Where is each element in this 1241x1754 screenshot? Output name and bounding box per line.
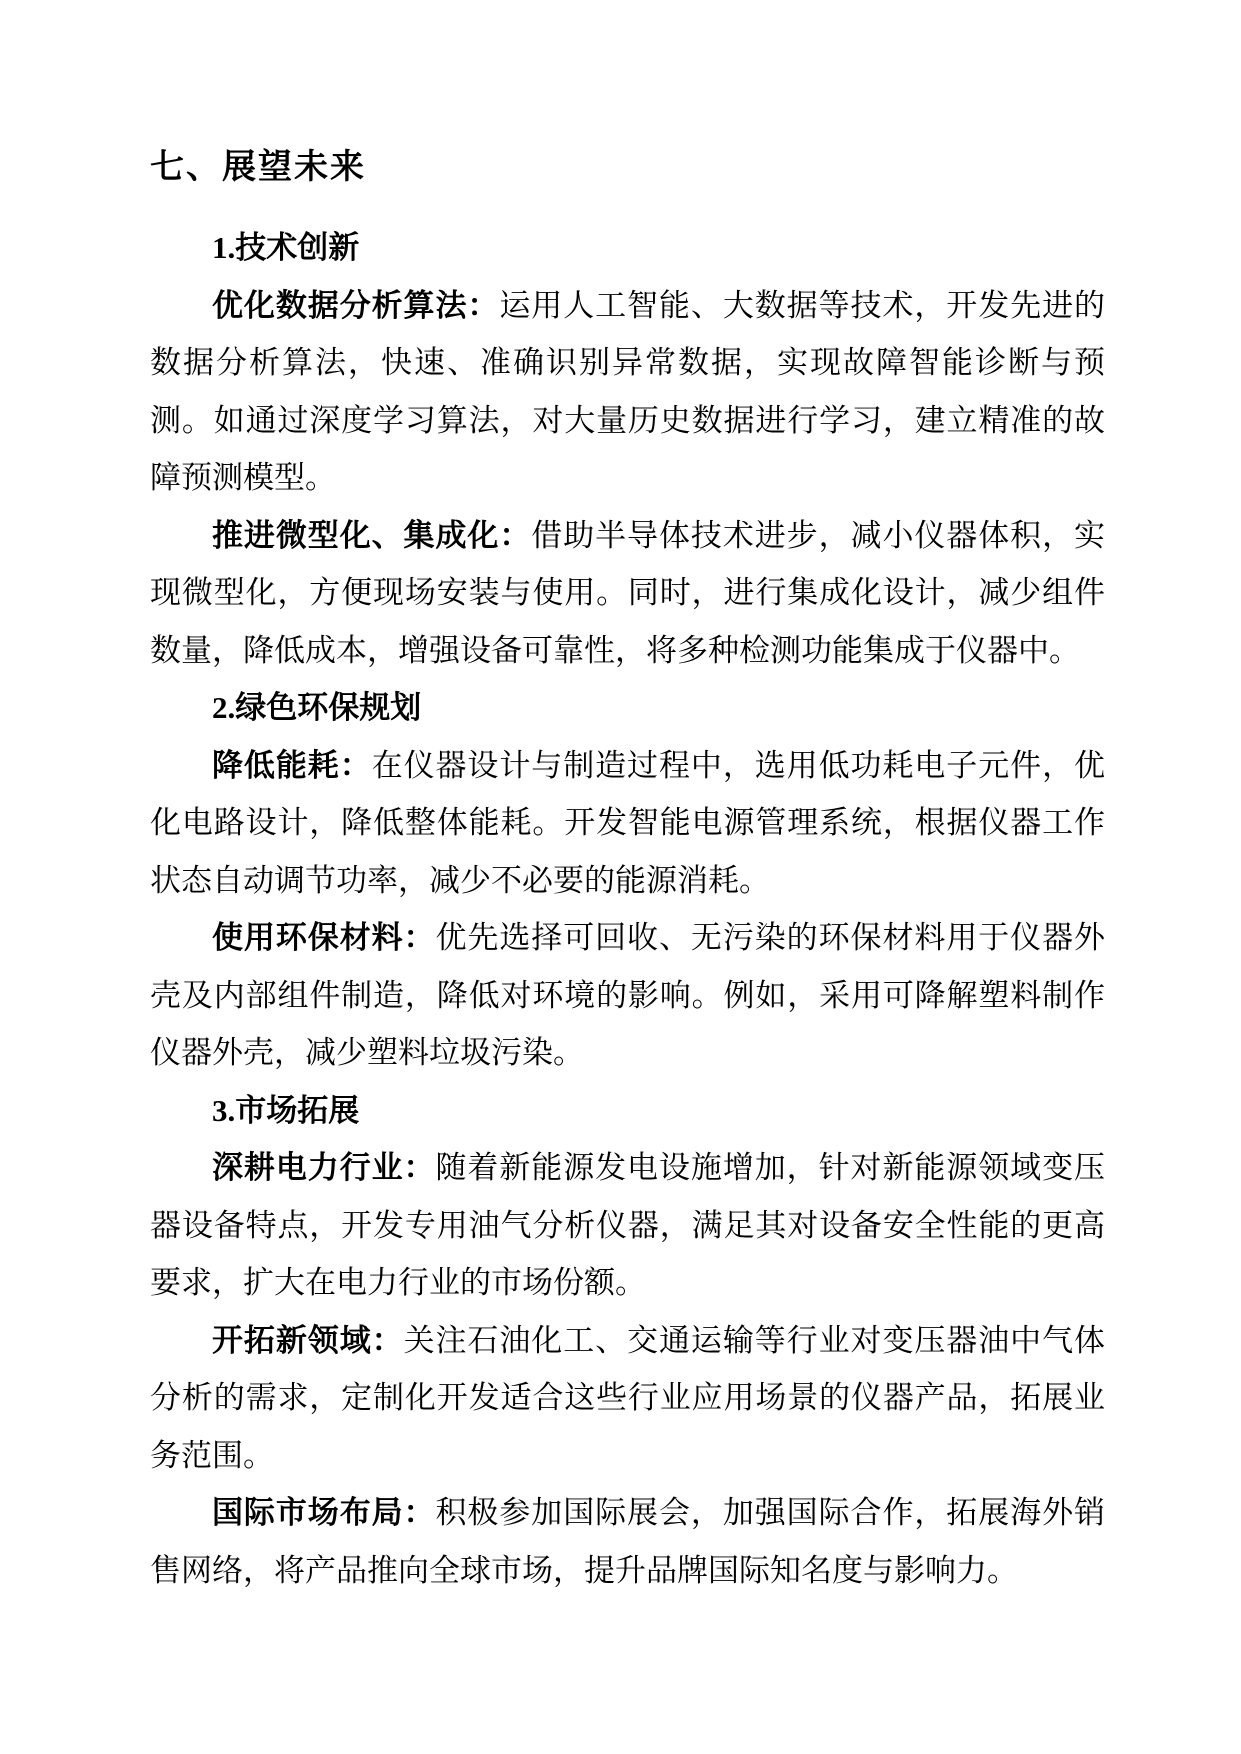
paragraph-optimize-algorithms: [150, 277, 1105, 507]
section-title-market-expansion: 3.市场拓展: [212, 1092, 360, 1128]
paragraph-lead: 深耕电力行业：: [212, 1150, 436, 1185]
section-tech-innovation: [150, 219, 1105, 679]
paragraph-new-fields: [150, 1312, 1105, 1485]
paragraph-body: 关注石油化工、交通运输等行业对变压器油中气体分析的需求，定制化开发适合这些行业应用场景的仪器产品，拓展业务范围。: [150, 1322, 1106, 1473]
paragraph-body: 借助半导体技术进步，减小仪器体积，实现微型化，方便现场安装与使用。同时，进行集成化设计，减少组件数量，降低成本，增强设备可靠性，将多种检测功能集成于仪器中。: [150, 517, 1106, 668]
paragraph-international-market: [150, 1484, 1105, 1599]
paragraph-power-industry: [150, 1139, 1105, 1312]
paragraph-reduce-energy: [150, 737, 1105, 910]
section-market-expansion: [150, 1082, 1105, 1600]
paragraph-body: 运用人工智能、大数据等技术，开发先进的数据分析算法，快速、准确识别异常数据，实现故障智能诊断与预测。如通过深度学习算法，对大量历史数据进行学习，建立精准的故障预测模型。: [150, 287, 1106, 495]
paragraph-miniaturization: [150, 507, 1105, 680]
paragraph-lead: 使用环保材料：: [212, 920, 436, 955]
paragraph-lead: 国际市场布局：: [212, 1495, 436, 1530]
paragraph-lead: 开拓新领域：: [212, 1322, 404, 1358]
paragraph-lead: 降低能耗：: [212, 747, 372, 783]
paragraph-body: 随着新能源发电设施增加，针对新能源领域变压器设备特点，开发专用油气分析仪器，满足其对设备安全性能的更高要求，扩大在电力行业的市场份额。: [150, 1150, 1106, 1300]
paragraph-body: 积极参加国际展会，加强国际合作，拓展海外销售网络，将产品推向全球市场，提升品牌国际知名度与影响力。: [150, 1495, 1106, 1588]
paragraph-body: 优先选择可回收、无污染的环保材料用于仪器外壳及内部组件制造，降低对环境的影响。例如，采用可降解塑料制作仪器外壳，减少塑料垃圾污染。: [150, 920, 1106, 1070]
paragraph-lead: 优化数据分析算法：: [212, 287, 500, 323]
section-green-planning: [150, 679, 1105, 1082]
paragraph-lead: 推进微型化、集成化：: [212, 517, 532, 553]
paragraph-body: 在仪器设计与制造过程中，选用低功耗电子元件，优化电路设计，降低整体能耗。开发智能电源管理系统，根据仪器工作状态自动调节功率，减少不必要的能源消耗。: [150, 747, 1106, 898]
page-title: 七、展望未来: [150, 148, 366, 186]
section-title-green-planning: 2.绿色环保规划: [212, 690, 422, 725]
paragraph-eco-materials: [150, 909, 1105, 1082]
section-title-tech-innovation: 1.技术创新: [212, 230, 360, 265]
